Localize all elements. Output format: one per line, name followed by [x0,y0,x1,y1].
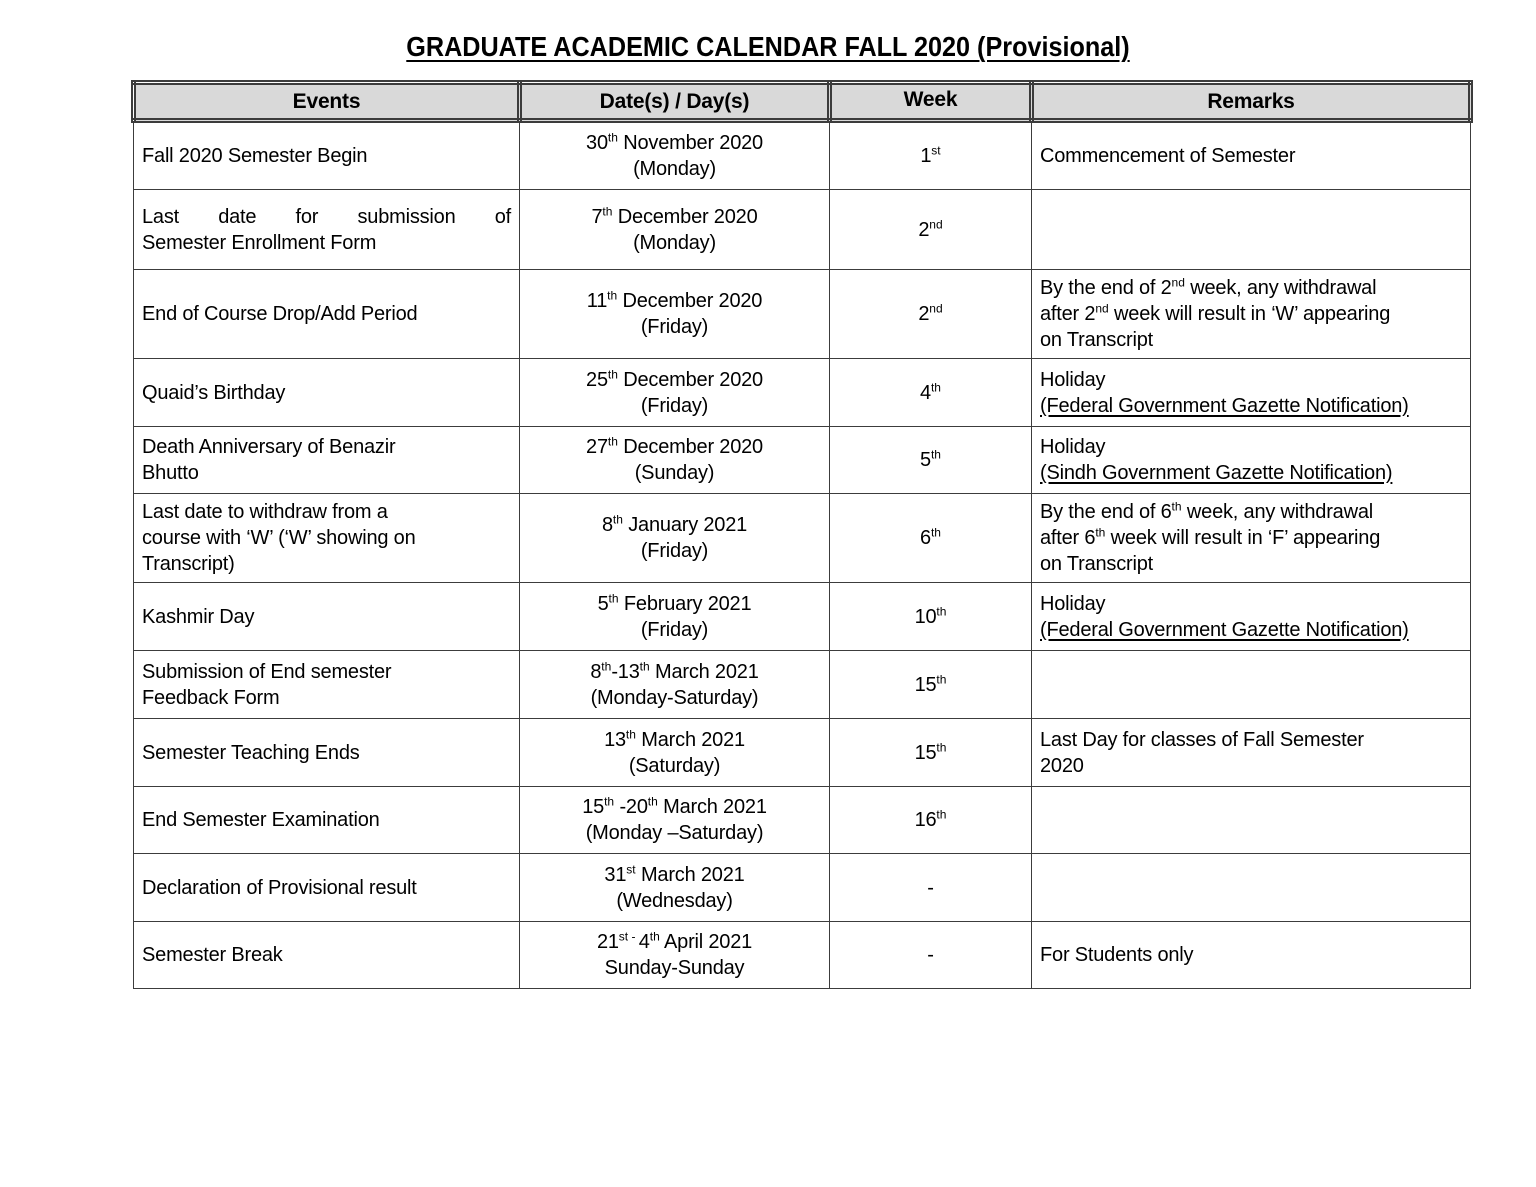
text-line: (Federal Government Gazette Notification) [1040,618,1409,641]
remarks-cell [1032,270,1471,359]
text-line: 31st March 2021 [604,861,745,886]
text-line: (Sunday) [634,462,715,484]
text-line: (Monday –Saturday) [585,822,764,844]
text-line: 8th-13th March 2021 [590,658,759,683]
event-cell [134,359,520,427]
text-line: 8th January 2021 [601,512,748,536]
table-row [134,922,1471,989]
text-line: (Friday) [640,316,709,338]
text-line: - [927,944,934,966]
remarks-cell [1032,922,1471,989]
remarks-cell [1032,787,1471,854]
event-cell [134,583,520,651]
text-line: 5th [920,447,941,471]
remarks-cell [1032,583,1471,651]
table-row [134,787,1471,854]
remarks-cell [1032,854,1471,922]
text-line: Holiday [1040,436,1106,458]
text-line: (Sindh Government Gazette Notification) [1040,462,1393,484]
date-cell [520,427,830,494]
week-cell [830,719,1032,787]
text-line: Semester Enrollment Form [142,231,377,254]
date-cell [520,651,830,719]
text-line: Transcript) [142,553,235,575]
text-line: - [927,876,934,899]
text-line: 30th November 2020 [586,130,763,154]
text-line: 2020 [1040,754,1084,777]
week-cell [830,854,1032,922]
table-row [134,651,1471,719]
text-line: 15th [914,739,947,764]
remarks-cell [1032,651,1471,719]
text-line: 2nd [918,216,943,241]
header-row [134,83,1471,121]
text-line: Bhutto [142,462,199,484]
text-line: on Transcript [1040,553,1154,575]
table-row [134,121,1471,190]
text-line: 16th [914,807,947,831]
header-remarks: Remarks [1032,83,1471,121]
week-cell [830,651,1032,719]
text-line: Holiday [1040,592,1106,615]
text-line: $21^{st -}$ 4th April 2021 [596,929,753,953]
date-cell [520,787,830,854]
text-line: (Monday) [633,158,716,180]
text-line: Sunday-Sunday [604,957,745,979]
week-cell [830,787,1032,854]
event-cell [134,854,520,922]
text-line: 27th December 2020 [586,434,763,458]
text-line: (Federal Government Gazette Notification) [1040,394,1409,417]
week-cell [830,359,1032,427]
event-cell [134,190,520,270]
week-cell [830,494,1032,583]
week-cell [830,427,1032,494]
remarks-cell [1032,190,1471,270]
text-line: on Transcript [1040,329,1154,351]
text-line: Declaration of Provisional result [142,876,417,899]
table-row [134,359,1471,427]
date-cell [520,121,830,190]
event-cell [134,922,520,989]
text-line: Semester Break [142,944,283,966]
text-line: 25th December 2020 [586,366,763,391]
text-line: End of Course Drop/Add Period [142,303,418,325]
table-row [134,719,1471,787]
text-line: (Wednesday) [616,889,733,912]
week-cell [830,121,1032,190]
text-line: Death Anniversary of Benazir [142,436,396,458]
text-line: Semester Teaching Ends [142,741,360,764]
header-dates: Date(s) / Day(s) [520,83,830,121]
text-line: 6th [920,525,941,549]
table-row [134,494,1471,583]
event-cell [134,719,520,787]
event-cell [134,494,520,583]
week-cell [830,922,1032,989]
text-line: (Friday) [640,618,709,641]
table-row [134,427,1471,494]
event-cell [134,121,520,190]
week-cell [830,583,1032,651]
text-line: 1st [920,143,941,167]
text-line: 2nd [918,301,943,325]
remarks-cell [1032,494,1471,583]
date-cell [520,922,830,989]
text-line: Fall 2020 Semester Begin [142,145,368,167]
date-cell [520,270,830,359]
event-cell [134,651,520,719]
text-line: Submission of End semester [142,660,392,683]
week-cell [830,270,1032,359]
header-events: Events [134,83,520,121]
text-line: course with ‘W’ (‘W’ showing on [142,527,416,549]
text-line: Quaid’s Birthday [142,381,286,404]
date-cell [520,494,830,583]
text-line: 15th [914,671,947,696]
text-line: End Semester Examination [142,809,380,831]
table-row [134,854,1471,922]
table-row [134,583,1471,651]
remarks-cell [1032,719,1471,787]
text-line: Holiday [1040,368,1106,391]
date-cell [520,359,830,427]
text-line: 4th [920,379,941,404]
table-body [134,121,1471,989]
event-cell [134,427,520,494]
text-line: after 2nd week will result in ‘W’ appearing [1040,301,1391,325]
text-line: (Friday) [640,540,709,562]
text-line: after 6th week will result in ‘F’ appearing [1040,525,1381,549]
week-cell [830,190,1032,270]
text-line: 7th December 2020 [591,203,758,228]
text-line: 13th March 2021 [604,726,745,751]
remarks-cell [1032,121,1471,190]
date-cell [520,190,830,270]
remarks-cell [1032,359,1471,427]
text-line: Feedback Form [142,686,280,709]
date-cell [520,854,830,922]
text-line: 15th -20th March 2021 [582,794,767,818]
text-line: For Students only [1040,944,1194,966]
text-line: By the end of 6th week, any withdrawal [1040,499,1374,523]
text-line: Last date for submission of [142,205,511,228]
text-line: (Monday) [633,231,716,254]
text-line: Last Day for classes of Fall Semester [1040,728,1364,751]
date-cell [520,719,830,787]
text-line: 11th December 2020 [586,288,763,312]
remarks-cell [1032,427,1471,494]
date-cell [520,583,830,651]
text-line: Commencement of Semester [1040,145,1296,167]
event-cell [134,270,520,359]
text-line: Kashmir Day [142,605,255,628]
text-line: (Friday) [640,394,709,417]
event-cell [134,787,520,854]
header-week: Week [830,83,1032,121]
text-line: 10th [914,603,947,628]
text-line: (Monday-Saturday) [590,686,759,709]
table-row [134,190,1471,270]
text-line: 5th February 2021 [597,590,752,615]
text-line: Last date to withdraw from a [142,501,388,523]
text-line: (Saturday) [628,754,721,777]
text-line: By the end of 2nd week, any withdrawal [1040,275,1377,299]
table-row [134,270,1471,359]
academic-calendar-table [131,80,1473,989]
page-title: GRADUATE ACADEMIC CALENDAR FALL 2020 (Provisional) [406,31,1130,62]
table-header [134,83,1471,121]
